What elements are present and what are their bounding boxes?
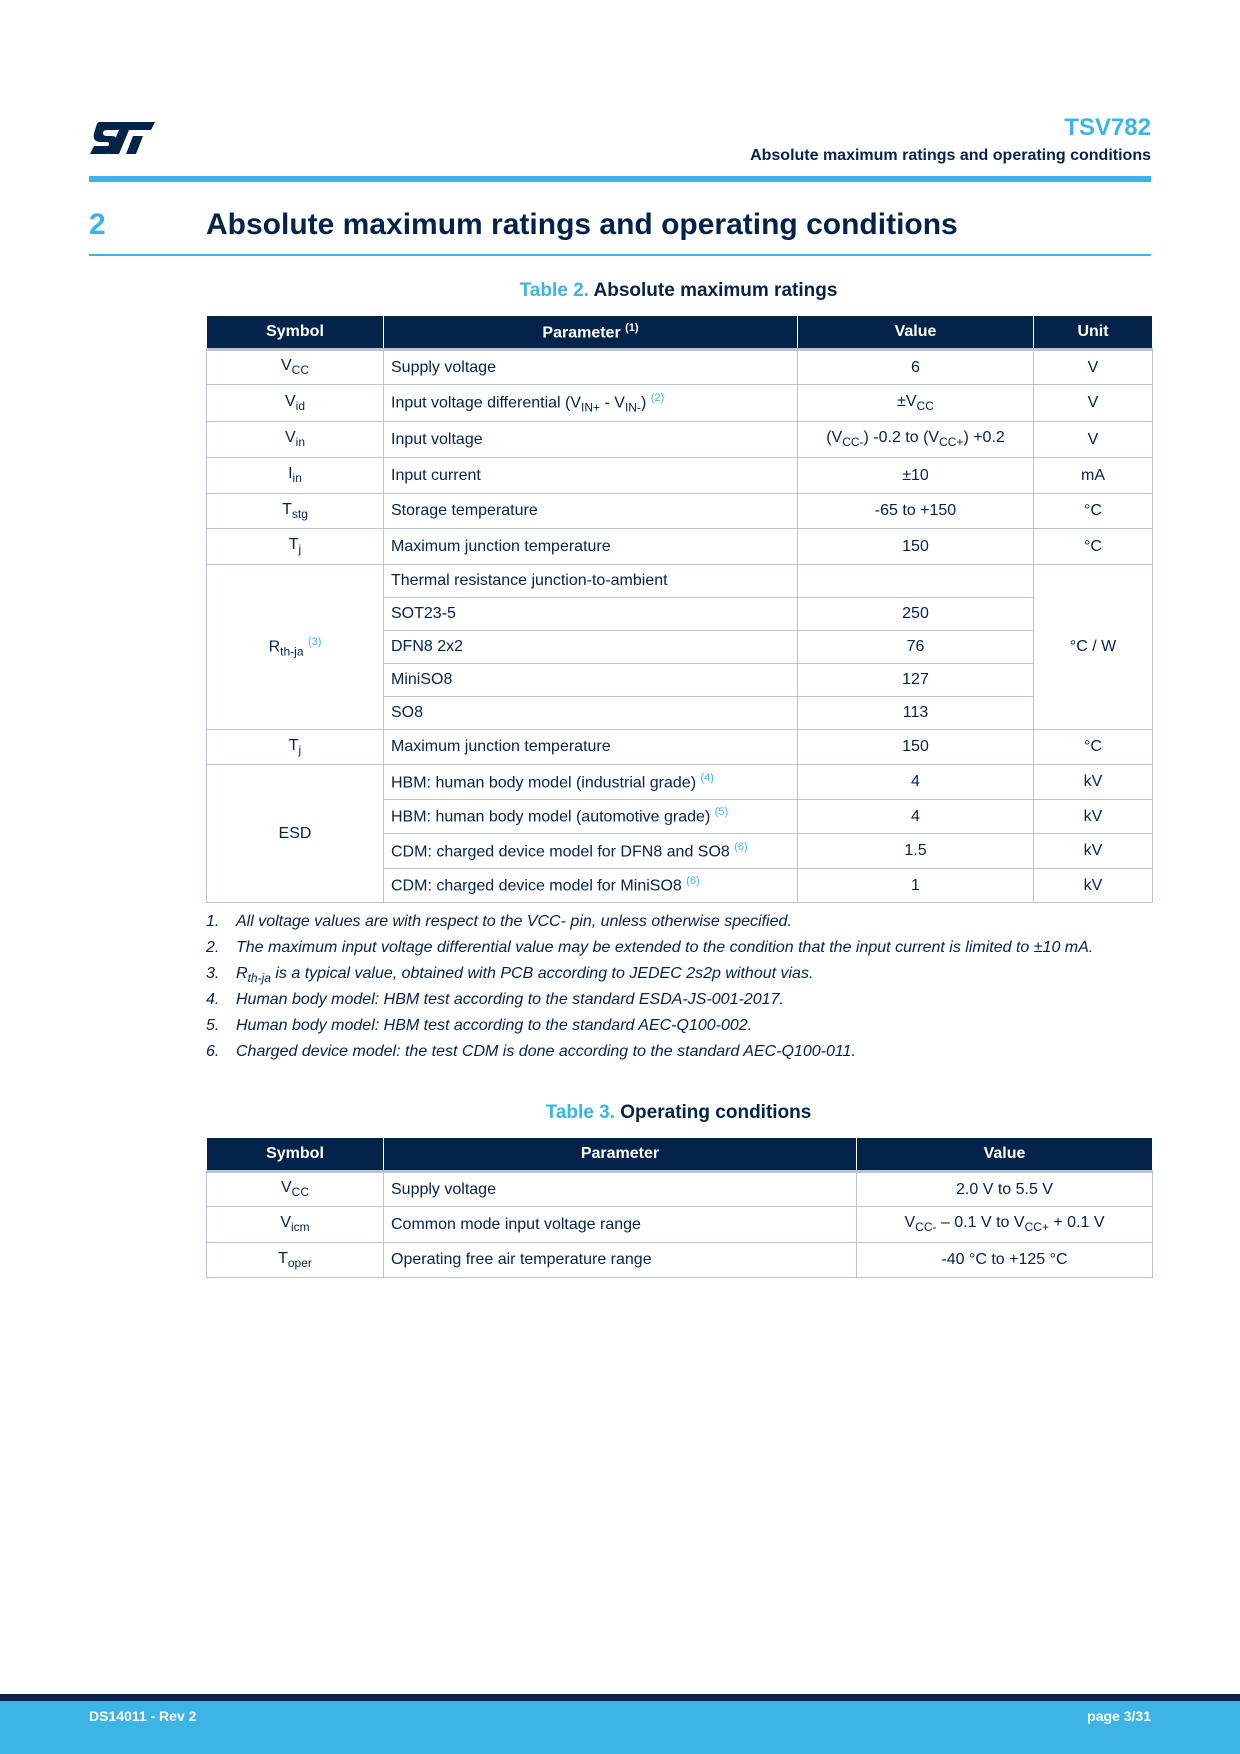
symbol-text: V: [284, 392, 296, 410]
parameter-cell: Common mode input voltage range: [384, 1207, 857, 1243]
parameter-cell: SO8: [384, 697, 798, 730]
col-header-parameter: [384, 316, 798, 350]
parameter-cell: [384, 385, 798, 422]
symbol-cell: [207, 1172, 384, 1207]
symbol-cell: ESD: [207, 765, 384, 903]
symbol-cell: [207, 494, 384, 529]
footnote: [206, 991, 1151, 1017]
value-cell: 113: [798, 697, 1034, 730]
footnote-ref: (5): [714, 806, 729, 819]
value-cell: 4: [798, 765, 1034, 800]
parameter-cell: SOT23-5: [384, 598, 798, 631]
symbol-cell: [207, 458, 384, 494]
value-text: – 0.1 V to V: [936, 1214, 1025, 1232]
footnote-ref: (6): [734, 840, 748, 853]
unit-cell: V: [1034, 422, 1153, 458]
symbol-text: T: [288, 536, 299, 554]
value-cell: 1: [798, 869, 1034, 903]
table-row: [207, 730, 1153, 765]
parameter-cell: MiniSO8: [384, 664, 798, 697]
footnote: [206, 1017, 1151, 1043]
parameter-cell: Maximum junction temperature: [384, 730, 798, 765]
table3-caption: [206, 1102, 1151, 1124]
parameter-text: ): [640, 394, 647, 412]
symbol-subscript: th-ja: [280, 644, 304, 659]
footnote-ref: (1): [625, 321, 639, 334]
parameter-cell: Input voltage: [384, 422, 798, 458]
value-subscript: CC+: [939, 435, 964, 450]
footnote-number: 4.: [206, 991, 220, 1008]
unit-cell: V: [1034, 350, 1153, 385]
value-text: (V: [826, 429, 843, 447]
table-header-row: [207, 316, 1153, 350]
parameter-cell: Supply voltage: [384, 350, 798, 385]
parameter-text: Input voltage differential (V: [391, 394, 582, 412]
value-cell: [798, 385, 1034, 422]
value-cell: [857, 1207, 1153, 1243]
footnote-text-part: R: [236, 965, 248, 982]
parameter-text: CDM: charged device model for DFN8 and SO8: [391, 843, 730, 861]
symbol-text: T: [282, 500, 292, 518]
parameter-cell: Thermal resistance junction-to-ambient: [384, 565, 798, 598]
value-subscript: CC-: [842, 435, 864, 450]
header-subtitle: Absolute maximum ratings and operating conditions: [750, 147, 1151, 164]
col-header-symbol: Symbol: [207, 1138, 384, 1172]
unit-cell: °C: [1034, 529, 1153, 565]
value-cell: ±10: [798, 458, 1034, 494]
parameter-text: - V: [600, 394, 625, 412]
symbol-text: T: [288, 736, 299, 754]
parameter-cell: Operating free air temperature range: [384, 1243, 857, 1278]
table2-caption: [206, 280, 1151, 302]
value-cell: 76: [798, 631, 1034, 664]
unit-cell: kV: [1034, 869, 1153, 903]
table-row: [207, 494, 1153, 529]
parameter-cell: Maximum junction temperature: [384, 529, 798, 565]
table-row: [207, 1243, 1153, 1278]
col-header-parameter: Parameter: [384, 1138, 857, 1172]
unit-cell: °C: [1034, 494, 1153, 529]
symbol-cell: [207, 730, 384, 765]
value-text: ) -0.2 to (V: [863, 429, 940, 447]
parameter-cell: [384, 834, 798, 869]
footnote-ref: (6): [686, 875, 700, 888]
table-row: [207, 350, 1153, 385]
unit-cell: kV: [1034, 765, 1153, 800]
parameter-cell: DFN8 2x2: [384, 631, 798, 664]
value-cell: [798, 422, 1034, 458]
table2-footnotes: [206, 913, 1151, 1069]
footnote-text: Human body model: HBM test according to the standard ESDA-JS-001-2017.: [236, 991, 784, 1008]
parameter-subscript: IN+: [581, 400, 601, 415]
value-cell: 150: [798, 529, 1034, 565]
parameter-cell: [384, 765, 798, 800]
footnote: [206, 1043, 1151, 1069]
symbol-subscript: icm: [291, 1220, 310, 1235]
footer-doc-id: DS14011 - Rev 2: [89, 1708, 197, 1724]
table-row: [207, 458, 1153, 494]
absolute-max-ratings-table: [206, 315, 1153, 903]
value-cell: -65 to +150: [798, 494, 1034, 529]
symbol-text: V: [284, 429, 296, 447]
footnote-ref: (3): [307, 635, 322, 648]
unit-cell: °C / W: [1034, 565, 1153, 730]
symbol-cell: [207, 385, 384, 422]
footnote-number: 1.: [206, 913, 220, 930]
table-row: [207, 422, 1153, 458]
value-cell: 2.0 V to 5.5 V: [857, 1172, 1153, 1207]
footnote-ref: (4): [700, 771, 714, 784]
symbol-cell: [207, 529, 384, 565]
unit-cell: mA: [1034, 458, 1153, 494]
symbol-text: R: [268, 638, 281, 656]
footnote-number: 2.: [206, 939, 220, 956]
footnote-text-part: is a typical value, obtained with PCB according to JEDEC 2s2p without vias.: [270, 965, 814, 982]
unit-cell: °C: [1034, 730, 1153, 765]
symbol-subscript: oper: [287, 1256, 312, 1271]
footnote: [206, 965, 1151, 991]
symbol-subscript: id: [295, 399, 305, 414]
unit-cell: V: [1034, 385, 1153, 422]
table2-caption-number: Table 2.: [519, 280, 589, 301]
table-header-row: [207, 1138, 1153, 1172]
header-product: TSV782: [1064, 114, 1151, 141]
table-row: [207, 765, 1153, 800]
unit-cell: kV: [1034, 834, 1153, 869]
footnote-number: 6.: [206, 1043, 220, 1060]
value-text: ±V: [897, 392, 917, 410]
value-cell: 127: [798, 664, 1034, 697]
value-cell: [798, 565, 1034, 598]
parameter-cell: [384, 800, 798, 834]
parameter-cell: Storage temperature: [384, 494, 798, 529]
col-header-symbol: Symbol: [207, 316, 384, 350]
value-cell: 4: [798, 800, 1034, 834]
parameter-text: CDM: charged device model for MiniSO8: [391, 877, 682, 895]
footnote-number: 3.: [206, 965, 220, 982]
parameter-cell: Supply voltage: [384, 1172, 857, 1207]
symbol-cell: [207, 350, 384, 385]
value-cell: 250: [798, 598, 1034, 631]
col-header-unit: Unit: [1034, 316, 1153, 350]
symbol-cell: [207, 1243, 384, 1278]
parameter-subscript: IN-: [624, 400, 641, 415]
parameter-cell: Input current: [384, 458, 798, 494]
st-logo: [89, 118, 157, 158]
symbol-cell: [207, 1207, 384, 1243]
footer-divider: [0, 1694, 1240, 1701]
footnote-text: All voltage values are with respect to the VCC- pin, unless otherwise specified.: [236, 913, 792, 930]
footnote-text: Human body model: HBM test according to the standard AEC-Q100-002.: [236, 1017, 753, 1034]
symbol-subscript: stg: [291, 507, 308, 522]
parameter-text: HBM: human body model (automotive grade): [391, 808, 711, 826]
value-text: V: [904, 1214, 916, 1232]
value-cell: 6: [798, 350, 1034, 385]
symbol-cell: [207, 565, 384, 730]
footnote: [206, 939, 1151, 965]
symbol-text: V: [280, 1214, 291, 1232]
symbol-subscript: j: [298, 542, 302, 557]
section-title: Absolute maximum ratings and operating conditions: [206, 208, 958, 241]
col-header-parameter-label: Parameter: [542, 324, 621, 342]
footnote-subscript: th-ja: [247, 971, 271, 986]
value-subscript: CC: [916, 399, 934, 414]
table2-caption-text: Absolute maximum ratings: [593, 280, 838, 301]
footnote: [206, 913, 1151, 939]
operating-conditions-table: [206, 1137, 1153, 1278]
symbol-text: I: [288, 465, 293, 483]
symbol-subscript: in: [295, 435, 305, 450]
table-row: [207, 565, 1153, 598]
value-cell: 150: [798, 730, 1034, 765]
section-divider: [89, 254, 1151, 256]
footnote-ref: (2): [650, 391, 665, 404]
symbol-subscript: CC: [291, 1185, 309, 1200]
symbol-subscript: in: [292, 471, 302, 486]
value-text: + 0.1 V: [1048, 1214, 1105, 1232]
col-header-value: Value: [798, 316, 1034, 350]
footnote-text: Charged device model: the test CDM is done according to the standard AEC-Q100-011.: [236, 1043, 856, 1060]
value-subscript: CC-: [915, 1220, 937, 1235]
symbol-subscript: CC: [291, 363, 309, 378]
value-text: ) +0.2: [963, 429, 1005, 447]
symbol-text: V: [280, 357, 292, 375]
footnote-number: 5.: [206, 1017, 220, 1034]
table-row: [207, 1207, 1153, 1243]
unit-cell: kV: [1034, 800, 1153, 834]
value-cell: -40 °C to +125 °C: [857, 1243, 1153, 1278]
footnote-text: The maximum input voltage differential value may be extended to the condition that the input current is limited to ±10 mA.: [236, 939, 1094, 956]
value-cell: 1.5: [798, 834, 1034, 869]
parameter-text: HBM: human body model (industrial grade): [391, 774, 697, 792]
parameter-cell: [384, 869, 798, 903]
footnote-text: [236, 965, 813, 991]
header-divider: [89, 176, 1151, 182]
symbol-subscript: j: [298, 743, 302, 758]
symbol-text: V: [280, 1179, 292, 1197]
symbol-text: T: [278, 1249, 288, 1267]
table-row: [207, 529, 1153, 565]
table-row: [207, 1172, 1153, 1207]
table-row: [207, 385, 1153, 422]
col-header-value: Value: [857, 1138, 1153, 1172]
table3-caption-number: Table 3.: [545, 1102, 615, 1123]
section-number: 2: [89, 208, 106, 241]
footer-page-number: page 3/31: [1087, 1708, 1151, 1724]
table3-caption-text: Operating conditions: [620, 1102, 812, 1123]
value-subscript: CC+: [1024, 1220, 1049, 1235]
symbol-cell: [207, 422, 384, 458]
